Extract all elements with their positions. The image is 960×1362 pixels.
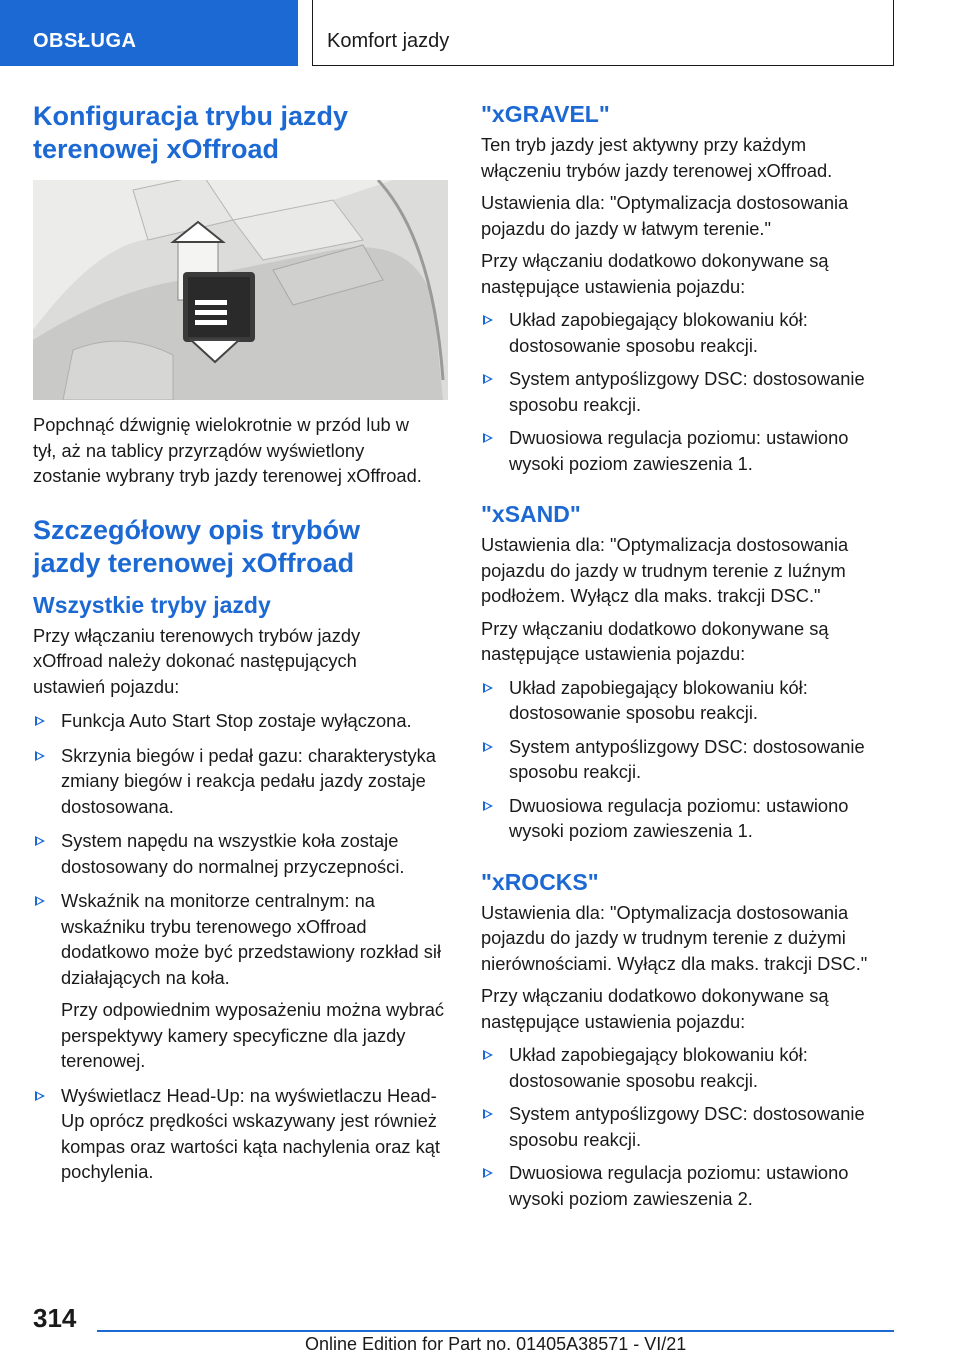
triangle-bullet-icon bbox=[483, 1168, 493, 1178]
list-item: System antypoślizgowy DSC: dostosowanie sposobu reakcji. bbox=[481, 1101, 891, 1152]
list-item: System antypoślizgowy DSC: dostosowanie sposobu reakcji. bbox=[481, 734, 891, 785]
list-item: Dwuosiowa regulacja poziomu: ustawiono wysoki poziom zawieszenia 1. bbox=[481, 793, 891, 844]
xsand-text-2: Przy włączaniu dodatkowo dokonywane są następujące ustawienia pojazdu: bbox=[481, 617, 829, 664]
list-item: Dwuosiowa regulacja poziomu: ustawiono wysoki poziom zawieszenia 2. bbox=[481, 1160, 891, 1211]
triangle-bullet-icon bbox=[35, 836, 45, 846]
xsand-list bbox=[481, 675, 891, 844]
list-item: Skrzynia biegów i pedał gazu: charakterystyka zmiany biegów i reakcja pedału jazdy zostaje dostosowana. bbox=[33, 743, 448, 820]
triangle-bullet-icon bbox=[35, 716, 45, 726]
list-item: Układ zapobiegający blokowaniu kół: dostosowanie sposobu reakcji. bbox=[481, 675, 891, 726]
mode-heading-xgravel: "xGRAVEL" bbox=[481, 101, 610, 127]
xgravel-text-2: Ustawienia dla: "Optymalizacja dostosowania pojazdu do jazdy w łatwym terenie." bbox=[481, 192, 849, 239]
mode-heading-xrocks: "xROCKS" bbox=[481, 868, 599, 895]
xgravel-text-3: Przy włączaniu dodatkowo dokonywane są następujące ustawienia pojazdu: bbox=[481, 250, 829, 297]
all-modes-intro: Przy włączaniu terenowych trybów jazdy xOffroad należy dokonać następujących ustawień pojazdu: bbox=[33, 624, 361, 697]
triangle-bullet-icon bbox=[483, 374, 493, 384]
xrocks-text-2: Przy włączaniu dodatkowo dokonywane są następujące ustawienia pojazdu: bbox=[481, 985, 829, 1032]
footer-divider bbox=[97, 1330, 894, 1332]
xrocks-text-1: Ustawienia dla: "Optymalizacja dostosowania pojazdu do jazdy w trudnym terenie z dużymi nierównościami. Wyłącz dla maks. trakcji DSC." bbox=[481, 901, 868, 974]
list-item: Dwuosiowa regulacja poziomu: ustawiono wysoki poziom zawieszenia 1. bbox=[481, 425, 891, 476]
page-number: 314 bbox=[33, 1303, 77, 1333]
list-item: Układ zapobiegający blokowaniu kół: dostosowanie sposobu reakcji. bbox=[481, 307, 891, 358]
list-item: Funkcja Auto Start Stop zostaje wyłączona. bbox=[33, 708, 448, 734]
left-column bbox=[33, 100, 448, 1185]
right-column bbox=[481, 100, 891, 1211]
list-item: System antypoślizgowy DSC: dostosowanie sposobu reakcji. bbox=[481, 366, 891, 417]
offroad-switch-photo bbox=[33, 180, 448, 400]
photo-caption: Popchnąć dźwignię wielokrotnie w przód lub w tył, aż na tablicy przyrządów wyświetlony zostanie wybrany tryb jazdy terenowej xOffroad. bbox=[33, 414, 422, 486]
triangle-bullet-icon bbox=[483, 801, 493, 811]
triangle-bullet-icon bbox=[483, 742, 493, 752]
triangle-bullet-icon bbox=[35, 896, 45, 906]
xgravel-list bbox=[481, 307, 891, 476]
xgravel-text-1: Ten tryb jazdy jest aktywny przy każdym włączeniu trybów jazdy terenowej xOffroad. bbox=[481, 134, 833, 181]
triangle-bullet-icon bbox=[483, 1050, 493, 1060]
mode-heading-xsand: "xSAND" bbox=[481, 501, 581, 527]
triangle-bullet-icon bbox=[483, 315, 493, 325]
triangle-bullet-icon bbox=[35, 751, 45, 761]
section-heading-config: Konfiguracja trybu jazdy terenowej xOffroad bbox=[33, 101, 349, 164]
list-item: Wyświetlacz Head-Up: na wyświetlaczu Head-Up oprócz prędkości wskazywany jest również kompas oraz wartości kąta nachylenia oraz kąt pochylenia. bbox=[33, 1083, 448, 1185]
triangle-bullet-icon bbox=[35, 1091, 45, 1101]
switch-illustration bbox=[33, 180, 448, 400]
chapter-title: Komfort jazdy bbox=[312, 0, 894, 66]
section-tab: OBSŁUGA bbox=[0, 0, 298, 66]
section-heading-details: Szczegółowy opis trybów jazdy terenowej xOffroad bbox=[33, 514, 361, 578]
footer-edition: Online Edition for Part no. 01405A38571 - VI/21 bbox=[305, 1334, 687, 1354]
list-item: Układ zapobiegający blokowaniu kół: dostosowanie sposobu reakcji. bbox=[481, 1042, 891, 1093]
list-item: System napędu na wszystkie koła zostaje dostosowany do normalnej przyczepności. bbox=[33, 828, 448, 879]
triangle-bullet-icon bbox=[483, 683, 493, 693]
xrocks-list bbox=[481, 1042, 891, 1211]
subheading-all-modes: Wszystkie tryby jazdy bbox=[33, 591, 271, 618]
triangle-bullet-icon bbox=[483, 1109, 493, 1119]
all-modes-list bbox=[33, 708, 448, 1185]
triangle-bullet-icon bbox=[483, 433, 493, 443]
xsand-text-1: Ustawienia dla: "Optymalizacja dostosowania pojazdu do jazdy w trudnym terenie z luźnym podłożem. Wyłącz dla maks. trakcji DSC." bbox=[481, 534, 849, 606]
list-item-note: Przy odpowiednim wyposażeniu można wybrać perspektywy kamery specyficzne dla jazdy terenowej. bbox=[61, 999, 445, 1071]
list-item: Wskaźnik na monitorze centralnym: na wskaźniku trybu terenowego xOffroad dodatkowo może być przedstawiony rozkład sił działających na koła. Przy odpowiednim wyposażeniu można wybrać perspektywy kamery specyficzne dla jazdy terenowej. bbox=[33, 888, 448, 1074]
